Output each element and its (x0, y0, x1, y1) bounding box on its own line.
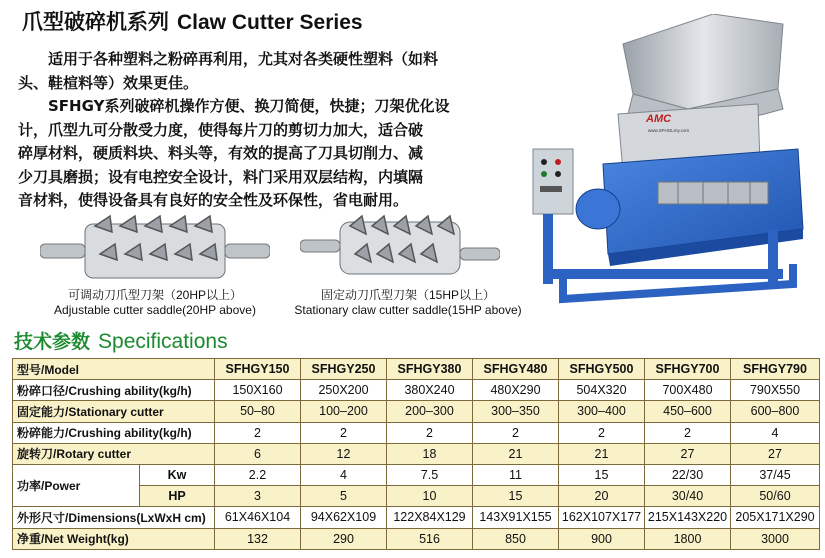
table-cell: 3000 (731, 528, 820, 549)
spec-table (12, 358, 820, 550)
title-cn: 爪型破碎机系列 (22, 10, 169, 34)
model-cell: SFHGY500 (559, 359, 645, 380)
table-row (13, 422, 820, 443)
table-cell: 18 (387, 443, 473, 464)
row-label: 粉碎口径/Crushing ability(kg/h) (13, 380, 215, 401)
adjustable-saddle-caption (30, 288, 280, 318)
model-cell: SFHGY480 (473, 359, 559, 380)
table-cell: 290 (301, 528, 387, 549)
row-label: 旋转刀/Rotary cutter (13, 443, 215, 464)
intro-text (18, 48, 538, 213)
intro-line: 音材料，使得设备具有良好的安全性及环保性，省电耐用。 (18, 191, 409, 209)
logo-sub: www.SFHGLmy.com (648, 128, 690, 133)
table-cell: 15 (559, 464, 645, 485)
table-cell: 12 (301, 443, 387, 464)
table-cell: 6 (215, 443, 301, 464)
table-cell: 50/60 (731, 486, 820, 507)
table-cell: 1800 (645, 528, 731, 549)
row-label: 粉碎能力/Crushing ability(kg/h) (13, 422, 215, 443)
model-cell: SFHGY150 (215, 359, 301, 380)
table-row (13, 359, 820, 380)
cutter-saddle-icon (300, 214, 500, 286)
intro-line: 头、鞋楦料等）效果更佳。 (18, 73, 199, 92)
crusher-machine-icon (528, 14, 818, 304)
table-cell: 150X160 (215, 380, 301, 401)
caption-en: Stationary claw cutter saddle(15HP above) (294, 303, 522, 317)
table-cell: 504X320 (559, 380, 645, 401)
table-cell: 4 (301, 464, 387, 485)
table-row (13, 443, 820, 464)
intro-line: 计，爪型九可分散受力度，使得每片刀的剪切力加大，适合破 (18, 120, 424, 139)
table-cell: 162X107X177 (559, 507, 645, 528)
table-cell: 900 (559, 528, 645, 549)
row-label: 固定能力/Stationary cutter (13, 401, 215, 422)
table-cell: 790X550 (731, 380, 820, 401)
table-cell: 2.2 (215, 464, 301, 485)
table-cell: 2 (645, 422, 731, 443)
table-cell: 600–800 (731, 401, 820, 422)
power-label: 功率/Power (13, 464, 140, 506)
table-cell: 10 (387, 486, 473, 507)
table-cell: 100–200 (301, 401, 387, 422)
row-label: 净重/Net Weight(kg) (13, 528, 215, 549)
table-cell: 215X143X220 (645, 507, 731, 528)
caption-cn: 固定动刀爪型刀架（15HP以上） (320, 288, 496, 302)
intro-line: 适用于各种塑料之粉碎再利用，尤其对各类硬性塑料（如料 (18, 50, 439, 68)
table-cell: 200–300 (387, 401, 473, 422)
table-cell: 2 (301, 422, 387, 443)
table-cell: 2 (387, 422, 473, 443)
table-cell: 2 (473, 422, 559, 443)
model-cell: SFHGY790 (731, 359, 820, 380)
adjustable-saddle-image (40, 214, 270, 286)
table-cell: 143X91X155 (473, 507, 559, 528)
table-cell: 15 (473, 486, 559, 507)
model-cell: SFHGY250 (301, 359, 387, 380)
title-en: Claw Cutter Series (177, 11, 363, 34)
table-cell: 22/30 (645, 464, 731, 485)
machine-photo (528, 14, 818, 304)
table-cell: 250X200 (301, 380, 387, 401)
table-cell: 205X171X290 (731, 507, 820, 528)
table-cell: 11 (473, 464, 559, 485)
model-cell: SFHGY700 (645, 359, 731, 380)
logo-text: AMC (646, 113, 672, 125)
table-cell: 2 (215, 422, 301, 443)
table-cell: 122X84X129 (387, 507, 473, 528)
table-cell: 450–600 (645, 401, 731, 422)
spec-title-cn: 技术参数 (14, 331, 91, 353)
table-row (13, 507, 820, 528)
table-cell: 30/40 (645, 486, 731, 507)
spec-title (14, 327, 228, 354)
table-cell: 300–350 (473, 401, 559, 422)
table-cell: 300–400 (559, 401, 645, 422)
model-label: 型号/Model (13, 359, 215, 380)
table-cell: 132 (215, 528, 301, 549)
spec-title-en: Specifications (98, 330, 228, 353)
table-cell: 50–80 (215, 401, 301, 422)
table-cell: 27 (731, 443, 820, 464)
table-cell: 380X240 (387, 380, 473, 401)
stationary-saddle-caption (278, 288, 538, 318)
table-cell: 37/45 (731, 464, 820, 485)
intro-line: SFHGY系列破碎机操作方便、换刀简便，快捷；刀架优化设 (18, 97, 450, 115)
kw-label: Kw (140, 464, 215, 485)
row-label: 外形尺寸/Dimensions(LxWxH cm) (13, 507, 215, 528)
table-cell: 2 (559, 422, 645, 443)
table-cell: 516 (387, 528, 473, 549)
model-cell: SFHGY380 (387, 359, 473, 380)
table-row (13, 401, 820, 422)
table-cell: 27 (645, 443, 731, 464)
table-cell: 5 (301, 486, 387, 507)
page-title (22, 6, 363, 36)
table-cell: 94X62X109 (301, 507, 387, 528)
table-cell: 850 (473, 528, 559, 549)
table-cell: 480X290 (473, 380, 559, 401)
table-cell: 7.5 (387, 464, 473, 485)
stationary-saddle-image (300, 214, 500, 286)
intro-line: 碎厚材料，硬质料块、料头等，有效的提高了刀具切削力、减 (18, 144, 424, 162)
intro-line: 少刀具磨损；设有电控安全设计，料门采用双层结构，内填隔 (18, 167, 424, 186)
table-cell: 700X480 (645, 380, 731, 401)
caption-en: Adjustable cutter saddle(20HP above) (54, 303, 256, 317)
table-row (13, 528, 820, 549)
table-cell: 21 (473, 443, 559, 464)
table-cell: 21 (559, 443, 645, 464)
table-row (13, 380, 820, 401)
table-cell: 61X46X104 (215, 507, 301, 528)
table-cell: 20 (559, 486, 645, 507)
hp-label: HP (140, 486, 215, 507)
caption-cn: 可调动刀爪型刀架（20HP以上） (67, 288, 243, 302)
table-cell: 4 (731, 422, 820, 443)
table-row (13, 464, 820, 485)
cutter-saddle-icon (40, 214, 270, 286)
table-cell: 3 (215, 486, 301, 507)
